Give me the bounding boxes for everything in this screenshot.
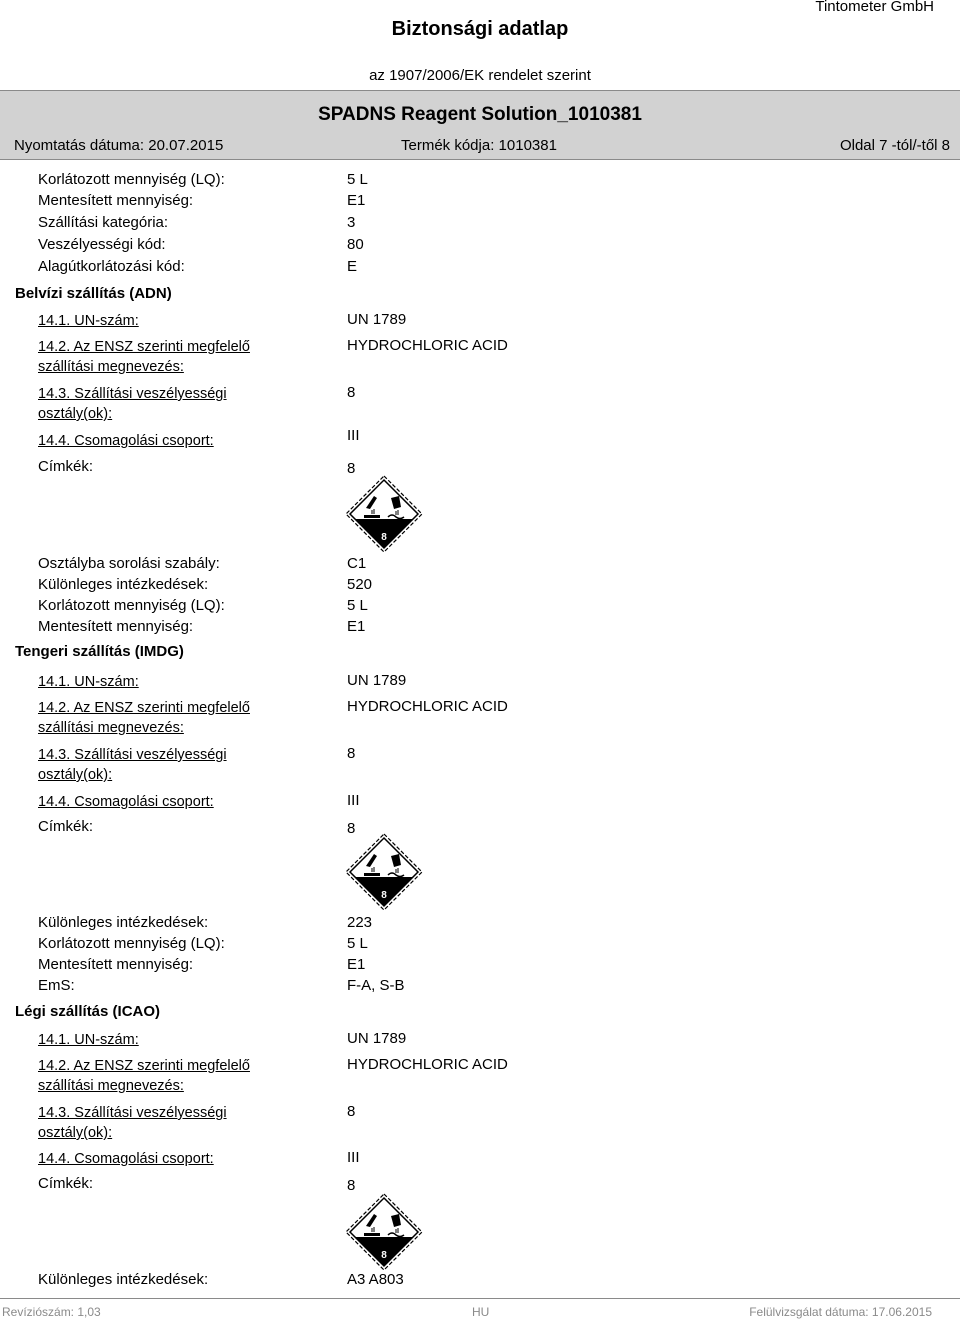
adn-class-label: 14.3. Szállítási veszélyességi osztály(ok):: [38, 386, 227, 422]
adn-pg-label: 14.4. Csomagolási csoport:: [38, 433, 214, 449]
product-code: Termék kódja: 1010381: [401, 137, 557, 154]
adn-excepted-value: E1: [347, 618, 366, 635]
adn-lq-value: 5 L: [347, 597, 368, 614]
adn-class-value: 8: [347, 384, 356, 401]
adn-pg-value: III: [347, 427, 360, 444]
adn-excepted-label: Mentesített mennyiség:: [38, 618, 194, 635]
icao-un-value: UN 1789: [347, 1030, 407, 1047]
svg-text:8: 8: [381, 1250, 387, 1261]
corrosive-pictogram-icon: [344, 832, 424, 912]
road-tunnel-label: Alagútkorlátozási kód:: [38, 258, 185, 275]
imdg-excepted-value: E1: [347, 956, 366, 973]
adn-lq-label: Korlátozott mennyiség (LQ):: [38, 597, 225, 614]
road-excepted-value: E1: [347, 192, 366, 209]
imdg-special-value: 223: [347, 914, 373, 931]
icao-pg-value: III: [347, 1149, 360, 1166]
road-hazard-code-value: 80: [347, 236, 364, 253]
imdg-heading: Tengeri szállítás (IMDG): [15, 643, 184, 660]
imdg-name-label: 14.2. Az ENSZ szerinti megfelelő szállítási megnevezés:: [38, 700, 250, 736]
adn-name-value: HYDROCHLORIC ACID: [347, 337, 508, 354]
road-category-value: 3: [347, 214, 356, 231]
icao-class-label: 14.3. Szállítási veszélyességi osztály(ok):: [38, 1105, 227, 1141]
imdg-lq-value: 5 L: [347, 935, 368, 952]
icao-labels-value: 8: [347, 1177, 356, 1194]
imdg-class-label: 14.3. Szállítási veszélyességi osztály(ok):: [38, 747, 227, 783]
adn-special-value: 520: [347, 576, 373, 593]
imdg-ems-value: F-A, S-B: [347, 977, 405, 994]
page-number: Oldal 7 -tól/-től 8: [839, 137, 950, 154]
imdg-class-value: 8: [347, 745, 356, 762]
adn-classification-value: C1: [347, 555, 367, 572]
icao-name-value: HYDROCHLORIC ACID: [347, 1056, 508, 1073]
icao-labels-label: Címkék:: [38, 1175, 94, 1192]
revision-number: Revíziószám: 1,03: [2, 1305, 101, 1319]
document-subtitle: az 1907/2006/EK rendelet szerint: [369, 67, 591, 84]
adn-special-label: Különleges intézkedések:: [38, 576, 209, 593]
imdg-labels-label: Címkék:: [38, 818, 94, 835]
icao-class-value: 8: [347, 1103, 356, 1120]
corrosive-pictogram-icon: [344, 1192, 424, 1272]
icao-heading: Légi szállítás (ICAO): [15, 1003, 161, 1020]
svg-text:8: 8: [381, 532, 387, 543]
imdg-labels-value: 8: [347, 820, 356, 837]
icao-special-label: Különleges intézkedések:: [38, 1271, 209, 1288]
imdg-un-value: UN 1789: [347, 672, 407, 689]
print-date: Nyomtatás dátuma: 20.07.2015: [14, 137, 224, 154]
adn-labels-label: Címkék:: [38, 458, 94, 475]
adn-heading: Belvízi szállítás (ADN): [15, 285, 172, 302]
corrosive-pictogram-icon: [344, 474, 424, 554]
road-hazard-code-label: Veszélyességi kód:: [38, 236, 166, 253]
imdg-lq-label: Korlátozott mennyiség (LQ):: [38, 935, 225, 952]
review-date: Felülvizsgálat dátuma: 17.06.2015: [749, 1305, 932, 1319]
road-excepted-label: Mentesített mennyiség:: [38, 192, 194, 209]
imdg-ems-label: EmS:: [38, 977, 75, 994]
road-lq-value: 5 L: [347, 171, 368, 188]
adn-labels-value: 8: [347, 460, 356, 477]
road-category-label: Szállítási kategória:: [38, 214, 169, 231]
icao-special-value: A3 A803: [347, 1271, 404, 1288]
adn-classification-label: Osztályba sorolási szabály:: [38, 555, 220, 572]
imdg-pg-value: III: [347, 792, 360, 809]
imdg-un-label: 14.1. UN-szám:: [38, 674, 139, 690]
icao-name-label: 14.2. Az ENSZ szerinti megfelelő szállítási megnevezés:: [38, 1058, 250, 1094]
imdg-special-label: Különleges intézkedések:: [38, 914, 209, 931]
adn-un-value: UN 1789: [347, 311, 407, 328]
imdg-pg-label: 14.4. Csomagolási csoport:: [38, 794, 214, 810]
company-name: Tintometer GmbH: [815, 0, 934, 15]
document-title: Biztonsági adatlap: [391, 18, 569, 40]
icao-pg-label: 14.4. Csomagolási csoport:: [38, 1151, 214, 1167]
svg-text:8: 8: [381, 890, 387, 901]
road-tunnel-value: E: [347, 258, 358, 275]
product-name: SPADNS Reagent Solution_1010381: [318, 104, 642, 125]
imdg-excepted-label: Mentesített mennyiség:: [38, 956, 194, 973]
icao-un-label: 14.1. UN-szám:: [38, 1032, 139, 1048]
adn-name-label: 14.2. Az ENSZ szerinti megfelelő szállítási megnevezés:: [38, 339, 250, 375]
imdg-name-value: HYDROCHLORIC ACID: [347, 698, 508, 715]
road-lq-label: Korlátozott mennyiség (LQ):: [38, 171, 225, 188]
footer-divider: [0, 1298, 960, 1299]
adn-un-label: 14.1. UN-szám:: [38, 313, 139, 329]
language-code: HU: [472, 1305, 490, 1319]
